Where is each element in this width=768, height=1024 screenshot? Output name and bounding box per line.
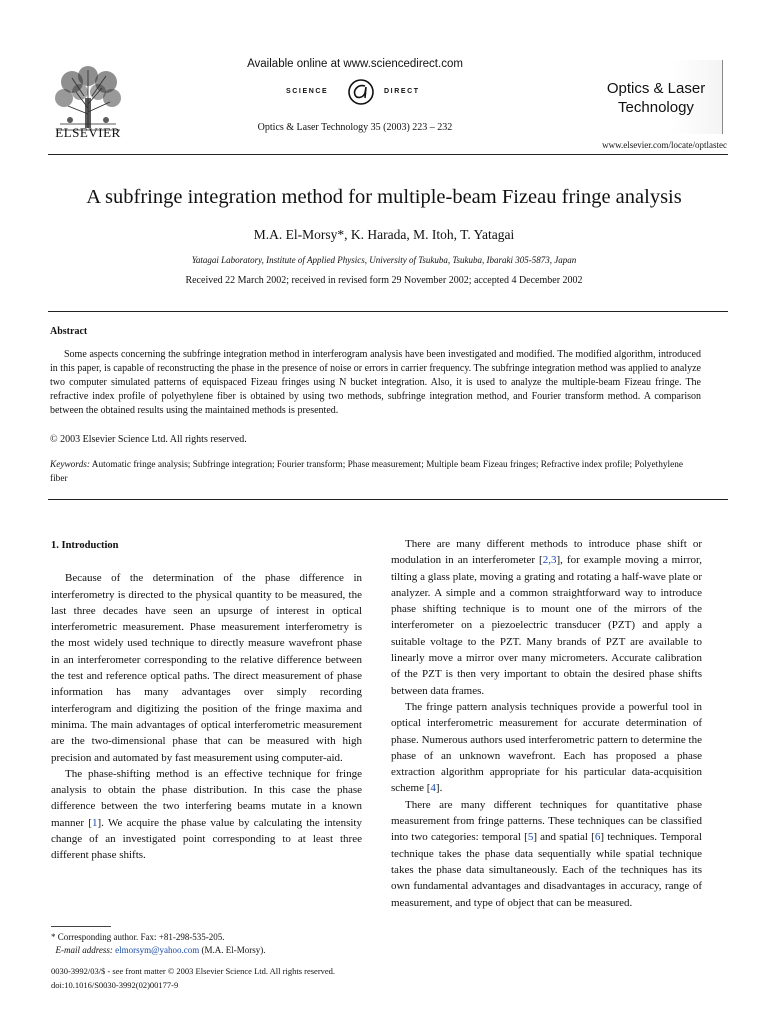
journal-title-box: [594, 60, 723, 134]
right-p3-text-mid: ] and spatial [: [533, 831, 595, 844]
author-affiliation: Yatagai Laboratory, Institute of Applied Physics, University of Tsukuba, Tsukuba, Ibaraki 305-5873, Japan: [191, 255, 577, 265]
left-p2-text-b: ]. We acquire the phase value by calculating the intensity change of an investigated point corresponding to at least three different phase shifts.: [51, 816, 362, 862]
abstract-body: Some aspects concerning the subfringe integration method in interferogram analysis have been investigated and modified. The modified algorithm, introduced in this paper, is capable of reconstructing the phase in the presence of noise or errors in carrier frequency. The subfringe integration method was applied to analyze two computer simulated patterns of equispaced Fizeau fringes using N bucket integration. Also, it is used to analyze the multiple-beam Fizeau fringe. The refractive index profile of polyethylene fiber is obtained by using two methods, subfringe integration method, and Fourier transform method. A comparison between the obtained results using the maintained methods is presented.: [50, 349, 701, 416]
abstract-copyright: © 2003 Elsevier Science Ltd. All rights reserved.: [50, 434, 247, 445]
right-p1-text-b: ], for example moving a mirror, tilting a glass plate, moving a grating and rotating a half-wave plate or analyzer. A simple and a common straightforward way to introduce phase shifting technique is to mount one of the mirrors of the interferometer on a piezoelectric transducer (PZT) and apply a suitable voltage to the PZT. Many brands of PZT are available to linearly move a mirror over many micrometers. Accurate calibration of the PZT is then very important to obtain the desired phase shifts between data frames.: [391, 554, 702, 697]
header-divider: [48, 154, 728, 155]
body-left-column: [51, 536, 362, 864]
publisher-name: ELSEVIER: [55, 125, 121, 140]
available-online-text: Available online at www.sciencedirect.com: [247, 58, 463, 70]
left-paragraph-2: [51, 766, 362, 864]
doi-line[interactable]: doi:10.1016/S0030-3992(02)00177-9: [51, 980, 179, 990]
right-paragraph-1: [391, 536, 702, 699]
right-p1-text-a: There are many different methods to introduce phase shift or modulation in an interferometer [: [391, 538, 702, 567]
journal-url-link[interactable]: www.elsevier.com/locate/optlastec: [602, 140, 727, 150]
citation-link-6[interactable]: 6: [594, 831, 601, 844]
email-suffix: (M.A. El-Morsy).: [199, 944, 266, 955]
article-title: A subfringe integration method for multiple-beam Fizeau fringe analysis: [86, 186, 682, 208]
section-heading-introduction: 1. Introduction: [51, 540, 119, 551]
title-divider: [48, 311, 728, 312]
right-p2-text-a: The fringe pattern analysis techniques provide a powerful tool in optical interferometric measurement for accurate determination of phase. Numerous authors used interferometric pattern to determine the phase of an unknown wavefront. Each has proposed a phase extraction algorithm appropriate for his particular data-acquisition scheme [: [391, 700, 702, 795]
body-right-column: [391, 536, 702, 911]
left-paragraph-1: Because of the determination of the phase difference in interferometry is directed to the physical quantity to be measured, the last three decades have seen an upsurge of interest in optical interferometric measurement. Phase measurement interferometry is the most widely used technique to directly measure wavefront phase in an interferometer corresponding to the relative difference between the test and reference optical paths. The direct measurement of phase information has many advantages over simply recording interferogram and digitizing the position of the fringe maxima and minima. The main advantages of optical interferometric measurement are the two-dimensional phase that can be measured with high precision and automated by fast measurement using computer-aid.: [51, 572, 362, 764]
sciencedirect-logo-right: DIRECT: [384, 88, 420, 95]
journal-citation: Optics & Laser Technology 35 (2003) 223 – 232: [257, 122, 453, 133]
email-label: E-mail address:: [55, 944, 113, 955]
citation-link-2-3[interactable]: 2,3: [542, 554, 557, 567]
journal-title-line1: Optics & Laser: [606, 80, 706, 97]
article-authors: M.A. El-Morsy*, K. Harada, M. Itoh, T. Yatagai: [253, 227, 515, 242]
right-paragraph-2: [391, 699, 702, 797]
sciencedirect-logo: [280, 78, 460, 106]
footnote-corresponding: * Corresponding author. Fax: +81-298-535-205.: [51, 932, 225, 942]
citation-link-1[interactable]: 1: [91, 816, 98, 829]
abstract-heading: Abstract: [50, 326, 88, 337]
footnote-divider: [51, 926, 111, 927]
abstract-divider: [48, 499, 728, 500]
sciencedirect-at-icon: [344, 78, 378, 106]
journal-title-line2: Technology: [618, 99, 694, 116]
keywords-label: Keywords:: [50, 460, 90, 470]
email-link[interactable]: elmorsym@yahoo.com: [115, 944, 200, 955]
right-p3-text-b: ] techniques. Temporal technique takes the phase data sequentially while spatial technique takes the phase data simultaneously. Each of the techniques has its own fundamental advantages and disadvantages in accuracy, range of measurement, and type of object that can be measured.: [391, 831, 702, 909]
footnote: [51, 931, 362, 956]
right-paragraph-3: [391, 797, 702, 911]
keywords: [50, 459, 701, 486]
left-p2-text-a: The phase-shifting method is an effective technique for fringe analysis to obtain the phase distribution. In this case the phase difference between the two interfering beams mutate in a known manner [: [51, 767, 362, 829]
footnote-email-line: [51, 944, 362, 957]
right-p3-text-a: There are many different techniques for quantitative phase measurement from fringe patterns. These techniques can be classified into two categories: temporal [: [391, 798, 702, 844]
sciencedirect-logo-left: SCIENCE: [286, 88, 329, 95]
citation-link-5[interactable]: 5: [527, 831, 534, 844]
right-p2-text-b: ].: [435, 782, 443, 795]
keywords-list: Automatic fringe analysis; Subfringe integration; Fourier transform; Phase measurement; Multiple beam Fizeau fringes; Refractive index profile; Polyethylene fiber: [50, 460, 683, 484]
front-matter-line: 0030-3992/03/$ - see front matter © 2003 Elsevier Science Ltd. All rights reserved.: [51, 966, 336, 976]
received-dates: Received 22 March 2002; received in revised form 29 November 2002; accepted 4 December 2002: [185, 275, 583, 286]
citation-link-4[interactable]: 4: [430, 782, 436, 795]
